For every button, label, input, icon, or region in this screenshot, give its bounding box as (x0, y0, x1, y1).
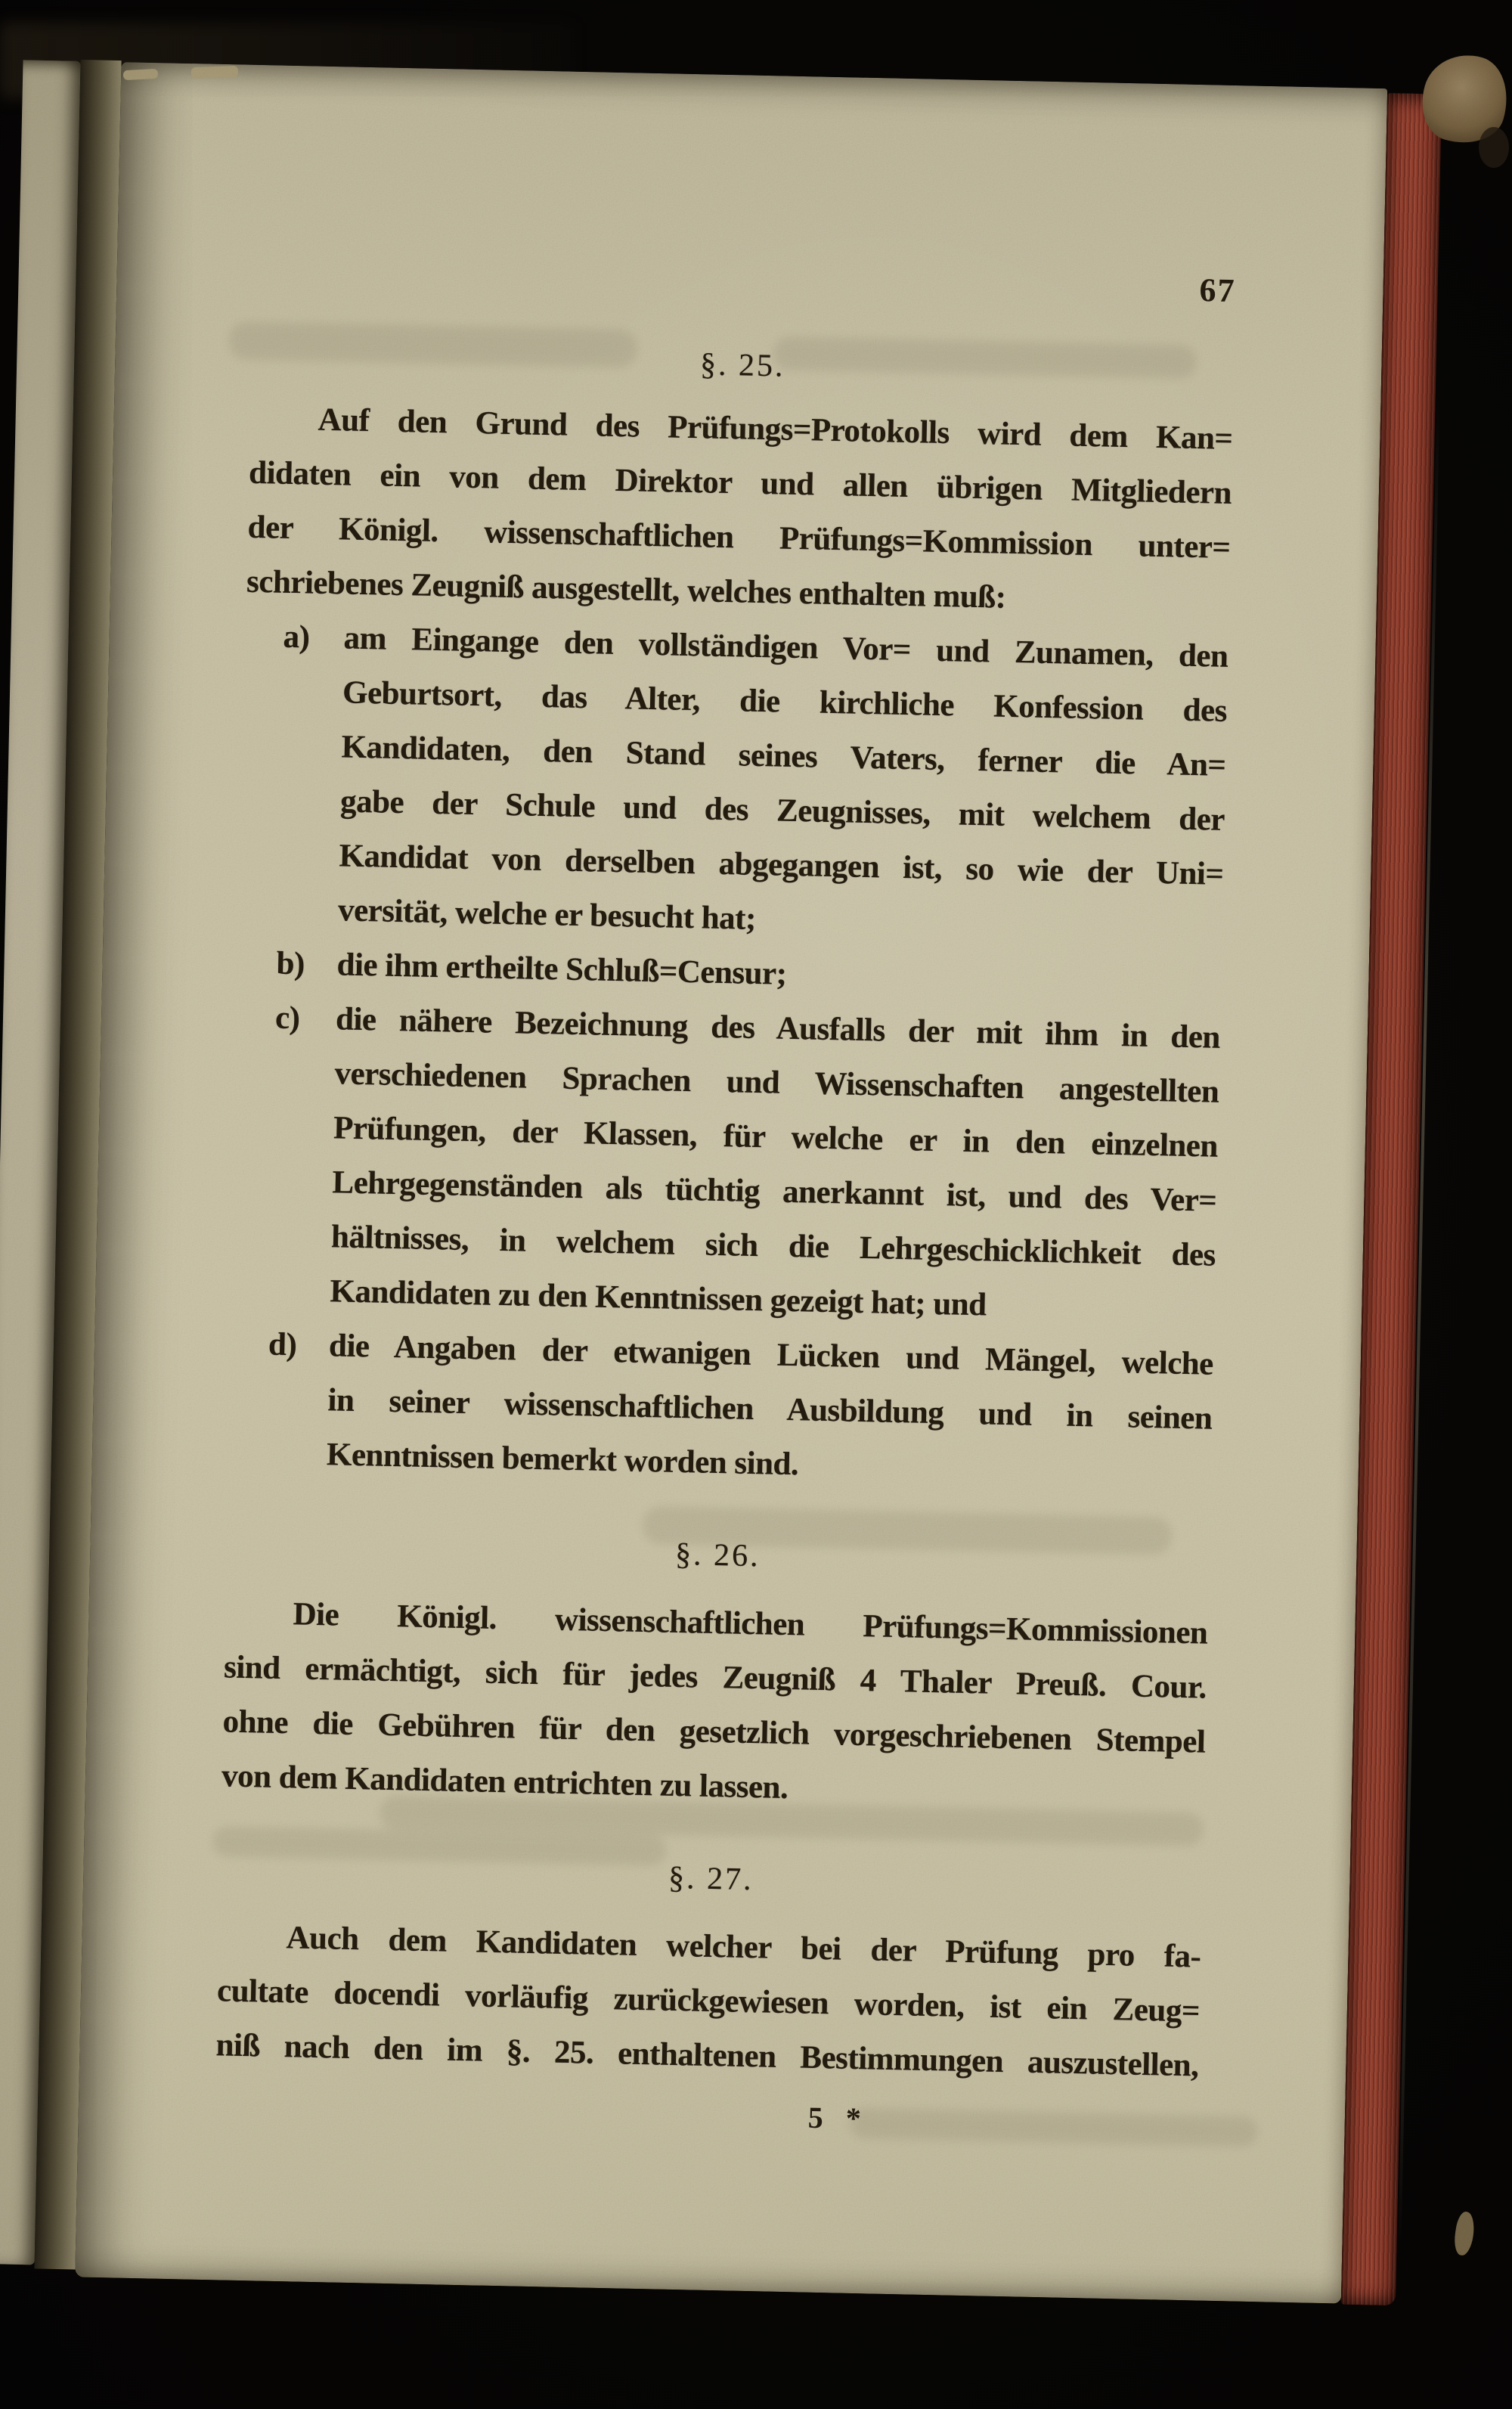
text-line: am Eingange den vollständigen Vor= und Zunamen, den (343, 620, 1228, 674)
list-item-label: b) (276, 945, 305, 982)
text-line: Auf den Grund des Prüfungs=Protokolls wird dem Kan= (318, 402, 1233, 457)
section-heading: §. 25. (699, 347, 786, 384)
text-line: die nähere Bezeichnung des Ausfalls der mit ihm in den (335, 1001, 1221, 1056)
text-line: cultate docendi vorläufig zurückgewiesen worden, ist ein Zeug= (216, 1973, 1201, 2029)
signature-mark: 5 * (807, 2100, 869, 2136)
text-line: die ihm ertheilte Schluß=Censur; (336, 947, 787, 992)
page-number: 67 (1199, 271, 1237, 310)
text-line: sind ermächtigt, sich für jedes Zeugniß 4 Thaler Preuß. Cour. (223, 1649, 1207, 1706)
list-item (228, 1317, 1213, 1501)
paper-speck (123, 69, 159, 80)
text-line: in seiner wissenschaftlichen Ausbildung und in seinen (327, 1382, 1213, 1437)
paper-speck (191, 66, 238, 79)
text-line: versität, welche er besucht hat; (337, 892, 757, 937)
list-item (239, 609, 1228, 956)
text-column (215, 328, 1235, 2094)
text-line: Kenntnissen bemerkt worden sind. (326, 1437, 799, 1483)
paragraph (246, 392, 1233, 630)
text-line: hältnisses, in welchem sich die Lehrgeschicklichkeit des (330, 1219, 1216, 1273)
section-heading: §. 27. (668, 1860, 754, 1898)
book-page (75, 62, 1387, 2303)
list-item-label: a) (283, 619, 310, 656)
text-line: Kandidaten zu den Kenntnissen gezeigt hat; und (330, 1273, 987, 1323)
section-heading: §. 26. (674, 1536, 761, 1574)
list-item (231, 991, 1221, 1338)
text-line: niß nach den im §. 25. enthaltenen Bestimmungen auszustellen, (215, 2027, 1199, 2084)
text-line: Lehrgegenständen als tüchtig anerkannt ist, und des Ver= (332, 1164, 1217, 1219)
text-line: Kandidat von derselben abgegangen ist, so wie der Uni= (339, 838, 1224, 892)
text-line: Die Königl. wissenschaftlichen Prüfungs=Kommissionen (293, 1596, 1208, 1651)
text-line: Prüfungen, der Klassen, für welche er in den einzelnen (333, 1110, 1219, 1164)
text-line: Geburtsort, das Alter, die kirchliche Konfession des (342, 674, 1228, 729)
paragraph (215, 1909, 1201, 2093)
text-line: verschiedenen Sprachen und Wissenschaften angestellten (334, 1056, 1219, 1110)
text-line: ohne die Gebühren für den gesetzlich vorgeschriebenen Stempel (222, 1704, 1206, 1760)
text-line: Kandidaten, den Stand seines Vaters, ferner die An= (341, 729, 1226, 783)
list-item-label: d) (268, 1326, 297, 1363)
lettered-list (228, 609, 1228, 1501)
text-line: die Angaben der etwanigen Lücken und Mängel, welche (328, 1328, 1214, 1382)
cover-damage-hole (1479, 127, 1509, 168)
text-line: der Königl. wissenschaftlichen Prüfungs=Kommission unter= (247, 509, 1231, 566)
text-line: gabe der Schule und des Zeugnisses, mit welchem der (339, 783, 1225, 838)
text-line: schriebenes Zeugniß ausgestellt, welches enthalten muß: (246, 563, 1006, 615)
showthrough-smudge (849, 2108, 1258, 2147)
text-line: Auch dem Kandidaten welcher bei der Prüfung pro fa- (286, 1920, 1201, 1975)
list-item-label: c) (274, 1000, 301, 1037)
paragraph (221, 1586, 1208, 1824)
text-line: von dem Kandidaten entrichten zu lassen. (221, 1758, 789, 1806)
text-line: didaten ein von dem Direktor und allen übrigen Mitgliedern (248, 454, 1232, 511)
